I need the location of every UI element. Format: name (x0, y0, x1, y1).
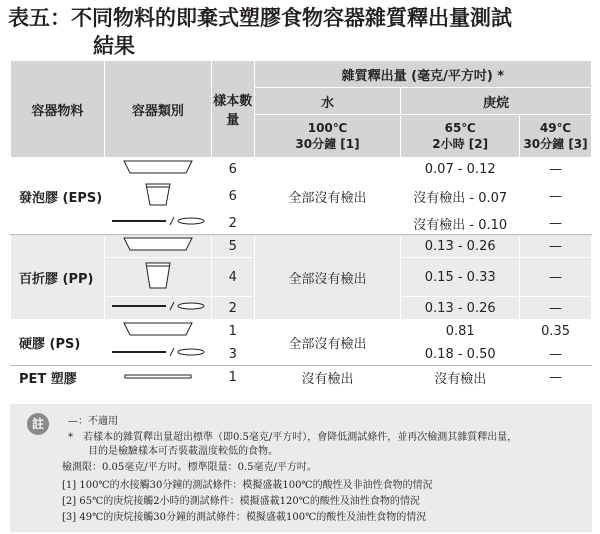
container-icon-cell (104, 235, 211, 258)
title-line-2: 結果 (93, 34, 135, 58)
heptane-65-result: 沒有檢出 - 0.10 (401, 212, 520, 235)
container-icon-cell (104, 297, 211, 320)
container-icon-cell (104, 212, 211, 235)
heptane-49-result: — (520, 297, 592, 320)
table-row (11, 320, 592, 343)
cond-1-time: 30分鐘 [1] (295, 137, 360, 151)
note-detection-limit: 檢測限：0.05毫克/平方吋。標準限量：0.5毫克/平方吋。 (62, 462, 317, 473)
heptane-49-result: — (520, 343, 592, 366)
header-heptane: 庚烷 (401, 88, 592, 115)
tray-icon (123, 159, 193, 179)
container-icon-cell (104, 366, 211, 389)
sample-count: 1 (211, 320, 254, 343)
sample-count: 4 (211, 258, 254, 297)
note-condition-2: [2] 65℃的庚烷接觸2小時的測試條件：模擬盛載120℃的酸性及油性食物的情況 (62, 496, 420, 507)
table-row (11, 158, 592, 181)
title-line-1: 表五：不同物料的即棄式塑膠食物容器雜質釋出量測試 (8, 6, 512, 30)
notes-panel (10, 404, 592, 532)
note-na: —：不適用 (68, 416, 118, 427)
tray-icon (123, 236, 193, 256)
table-row (11, 235, 592, 258)
group-ps (11, 320, 592, 366)
container-icon-cell (104, 181, 211, 212)
heptane-65-result: 0.81 (401, 320, 520, 343)
sample-count: 5 (211, 235, 254, 258)
cutlery-plate-icon (110, 215, 206, 231)
heptane-49-result: — (520, 181, 592, 212)
container-icon-cell (104, 258, 211, 297)
material-label: PET 塑膠 (11, 366, 105, 389)
sample-count: 3 (211, 343, 254, 366)
water-result: 全部沒有檢出 (254, 320, 401, 366)
header-sample-count: 樣本數量 (211, 61, 254, 158)
cond-3-temp: 49℃ (539, 121, 572, 135)
sample-count: 6 (211, 158, 254, 181)
cond-2-time: 2小時 [2] (432, 137, 489, 151)
material-label: 百折膠 (PP) (11, 235, 105, 320)
water-result: 沒有檢出 (254, 366, 401, 389)
note-asterisk-cont: 目的是檢驗樣本可否裝載溫度較低的食物。 (88, 446, 278, 457)
sample-count: 2 (211, 212, 254, 235)
cup-icon (143, 181, 173, 211)
cutlery-plate-icon (110, 300, 206, 316)
heptane-65-result: 0.13 - 0.26 (401, 235, 520, 258)
heptane-49-result: — (520, 366, 592, 389)
heptane-65-result: 沒有檢出 - 0.07 (401, 181, 520, 212)
heptane-65-result: 0.18 - 0.50 (401, 343, 520, 366)
cutlery-plate-icon (110, 346, 206, 362)
sample-count: 2 (211, 297, 254, 320)
lid-icon (123, 370, 193, 385)
heptane-65-result: 0.15 - 0.33 (401, 258, 520, 297)
header-release-amount: 雜質釋出量 (毫克/平方吋) * (254, 61, 591, 88)
page-title (8, 4, 512, 60)
container-icon-cell (104, 343, 211, 366)
container-icon-cell (104, 158, 211, 181)
cup-icon (143, 260, 173, 294)
water-result: 全部沒有檢出 (254, 158, 401, 235)
header-material: 容器物料 (11, 61, 105, 158)
tray-icon (123, 321, 193, 341)
cond-1-temp: 100℃ (307, 121, 348, 135)
header-cond-3 (520, 115, 592, 158)
header-cond-2 (401, 115, 520, 158)
heptane-65-result: 0.07 - 0.12 (401, 158, 520, 181)
header-container-type: 容器類別 (104, 61, 211, 158)
sample-count: 6 (211, 181, 254, 212)
material-label: 硬膠 (PS) (11, 320, 105, 366)
container-icon-cell (104, 320, 211, 343)
group-pet (11, 366, 592, 389)
group-eps (11, 158, 592, 235)
heptane-49-result: — (520, 212, 592, 235)
cond-3-time: 30分鐘 [3] (523, 137, 588, 151)
note-asterisk: * 若樣本的雜質釋出量超出標準（即0.5毫克/平方吋），會降低測試條件，並再次檢測其雜質釋出量， (68, 432, 518, 443)
heptane-49-result: — (520, 158, 592, 181)
note-condition-1: [1] 100℃的水接觸30分鐘的測試條件：模擬盛載100℃的酸性及非油性食物的情況 (62, 480, 433, 491)
note-condition-3: [3] 49℃的庚烷接觸30分鐘的測試條件：模擬盛載100℃的酸性及油性食物的情況 (62, 512, 427, 523)
heptane-49-result: — (520, 258, 592, 297)
heptane-49-result: — (520, 235, 592, 258)
cond-2-temp: 65℃ (444, 121, 476, 135)
heptane-49-result: 0.35 (520, 320, 592, 343)
heptane-65-result: 沒有檢出 (401, 366, 520, 389)
heptane-65-result: 0.13 - 0.26 (401, 297, 520, 320)
table-row (11, 366, 592, 389)
header-cond-1 (254, 115, 401, 158)
material-label: 發泡膠 (EPS) (11, 158, 105, 235)
results-table (10, 60, 592, 389)
group-pp (11, 235, 592, 320)
header-water: 水 (254, 88, 401, 115)
notes-badge: 註 (27, 413, 49, 435)
sample-count: 1 (211, 366, 254, 389)
water-result: 全部沒有檢出 (254, 235, 401, 320)
